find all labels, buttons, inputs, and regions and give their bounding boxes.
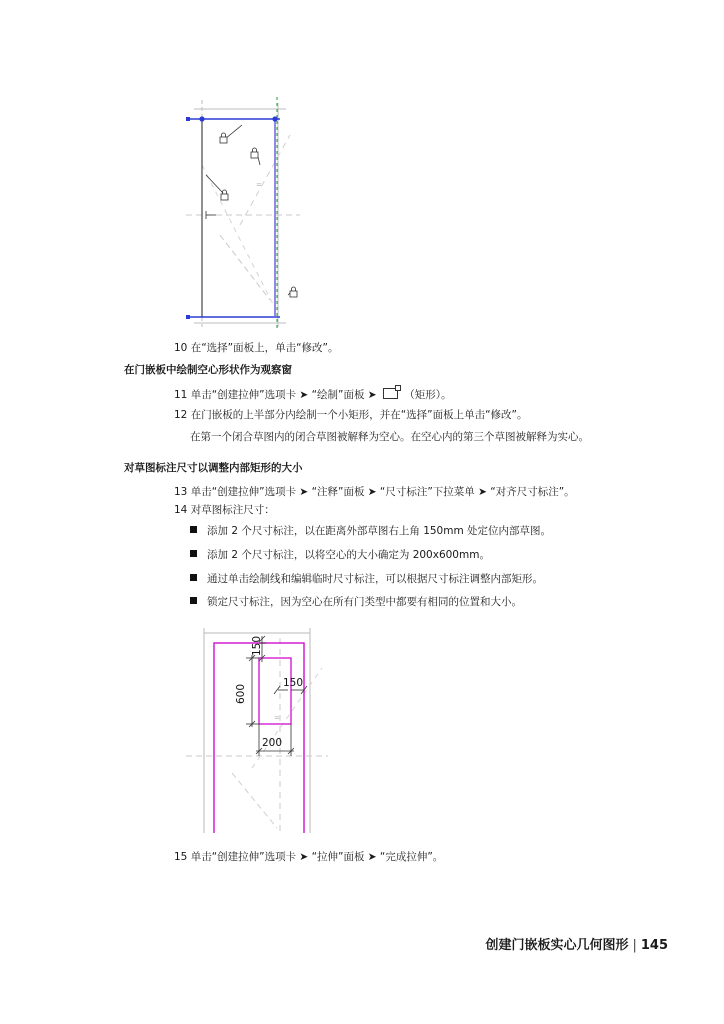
heading-hollow-window: 在门嵌板中绘制空心形状作为观察窗 [124,364,292,376]
page-footer: 创建门嵌板实心几何图形 | 145 [485,938,668,953]
bullet-item: 添加 2 个尺寸标注，以在距离外部草图右上角 150mm 处定位内部草图。 [190,523,551,538]
page-number: 145 [640,938,668,953]
dimension-600[interactable]: 600 [235,683,247,704]
svg-text:=: = [274,714,280,722]
lock-icon[interactable] [220,133,227,143]
step-13: 13 单击“创建拉伸”选项卡 ➤ “注释”面板 ➤ “尺寸标注”下拉菜单 ➤ “对齐尺寸标注”。 [174,486,575,498]
dimension-200[interactable]: 200 [262,737,283,749]
rectangle-tool-icon [383,388,398,399]
step-11: 11 单击“创建拉伸”选项卡 ➤ “绘制”面板 ➤ （矩形）。 [174,389,452,401]
step-10: 10 在“选择”面板上，单击“修改”。 [174,342,339,354]
lock-icon[interactable] [251,148,258,158]
heading-dimension-sketch: 对草图标注尺寸以调整内部矩形的大小 [124,462,303,474]
svg-text:=: = [256,181,262,189]
dimension-150-side[interactable]: 150 [283,677,304,689]
figure-door-panel-sketch [180,95,310,335]
figure-dimensioned-sketch [182,628,332,838]
bullet-item: 添加 2 个尺寸标注，以将空心的大小确定为 200x600mm。 [190,547,490,562]
footer-title: 创建门嵌板实心几何图形 [485,938,629,953]
dimension-150-top[interactable]: 150 [251,635,263,656]
step-15: 15 单击“创建拉伸”选项卡 ➤ “拉伸”面板 ➤ “完成拉伸”。 [174,851,444,863]
bullet-item: 锁定尺寸标注，因为空心在所有门类型中都要有相同的位置和大小。 [190,594,522,609]
lock-icon[interactable] [290,287,297,297]
note-hollow-rule: 在第一个闭合草图内的闭合草图被解释为空心。在空心内的第三个草图被解释为实心。 [190,431,589,443]
bullet-item: 通过单击绘制线和编辑临时尺寸标注，可以根据尺寸标注调整内部矩形。 [190,571,543,586]
step-14: 14 对草图标注尺寸： [174,504,275,516]
step-12: 12 在门嵌板的上半部分内绘制一个小矩形，并在“选择”面板上单击“修改”。 [174,409,528,421]
